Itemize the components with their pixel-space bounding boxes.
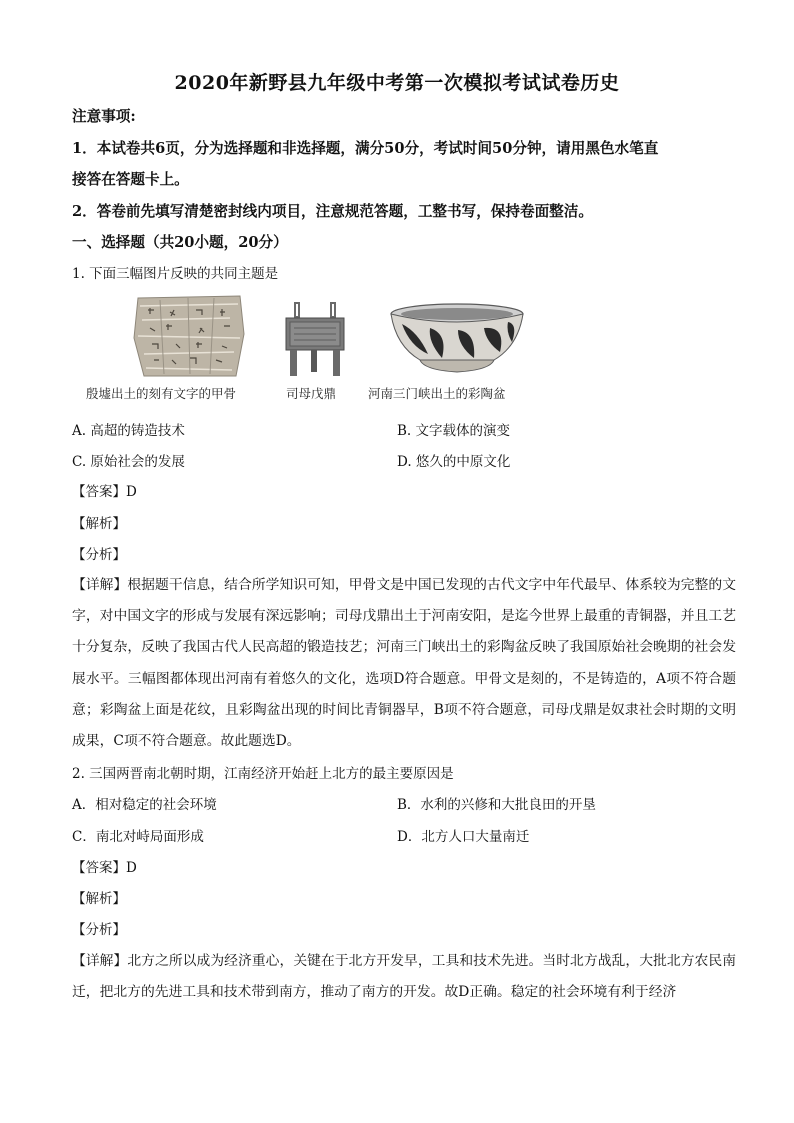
- ding-vessel-image: [280, 300, 350, 378]
- notice-item-1-line-2: 接答在答题卡上。: [72, 171, 189, 188]
- q2-answer: 【答案】D: [72, 860, 137, 876]
- notice-heading: 注意事项:: [72, 108, 136, 125]
- caption-ding: 司母戊鼎: [286, 386, 337, 401]
- q2-option-b: B．水利的兴修和大批良田的开垦: [397, 797, 596, 813]
- question-1-stem: 1. 下面三幅图片反映的共同主题是: [72, 266, 279, 282]
- q2-option-a: A．相对稳定的社会环境: [72, 797, 217, 813]
- q2-detail-paragraph: 【详解】北方之所以成为经济重心，关键在于北方开发早，工具和技术先进。当时北方战乱，大批北方农民南迁，把北方的先进工具和技术带到南方，推动了南方的开发。故D正确。稳定的社会环境有利于经济: [72, 953, 736, 1001]
- q2-option-d: D．北方人口大量南迁: [397, 829, 530, 845]
- oracle-bone-image: [130, 294, 248, 378]
- notice-item-1-line-1: 1．本试卷共6页，分为选择题和非选择题，满分50分，考试时间50分钟，请用黑色水笔直: [72, 140, 659, 157]
- caption-oracle-bone: 殷墟出土的刻有文字的甲骨: [86, 386, 237, 401]
- question-2-stem: 2. 三国两晋南北朝时期，江南经济开始赶上北方的最主要原因是: [72, 766, 454, 782]
- q1-option-d: D. 悠久的中原文化: [397, 454, 511, 470]
- q1-option-c: C. 原始社会的发展: [72, 454, 185, 470]
- q2-analysis-label: 【解析】: [72, 891, 126, 907]
- painted-pottery-basin-image: [388, 302, 526, 376]
- section-heading: 一、选择题（共20小题，20分）: [72, 234, 288, 251]
- caption-pottery-basin: 河南三门峡出土的彩陶盆: [368, 386, 506, 401]
- q1-option-b: B. 文字载体的演变: [397, 423, 511, 439]
- question-1-figures: [72, 294, 552, 404]
- q1-detail-paragraph: 【详解】根据题干信息，结合所学知识可知，甲骨文是中国已发现的古代文字中年代最早、体系较为完整的文字，对中国文字的形成与发展有深远影响；司母戊鼎出土于河南安阳，是迄今世界上最重的青铜器，并且工艺十分复杂，反映了我国古代人民高超的锻造技艺；河南三门峡出土的彩陶盆反映了我国原始社会晚期的社会发展水平。三幅图都体现出河南有着悠久的文化，选项D符合题意。甲骨文是刻的，不是铸造的，A项不符合题意；彩陶盆上面是花纹，且彩陶盆出现的时间比青铜器早，B项不符合题意，司母戊鼎是奴隶社会时期的文明成果，C项不符合题意。故此题选D。: [72, 577, 736, 750]
- notice-item-2: 2．答卷前先填写清楚密封线内项目，注意规范答题，工整书写，保持卷面整洁。: [72, 203, 593, 220]
- q1-option-a: A. 高超的铸造技术: [72, 423, 185, 439]
- q1-analysis-label: 【解析】: [72, 516, 126, 532]
- q1-fenxi-label: 【分析】: [72, 547, 126, 563]
- q2-fenxi-label: 【分析】: [72, 922, 126, 938]
- page-title: 2020年新野县九年级中考第一次模拟考试试卷历史: [174, 72, 620, 94]
- q2-option-c: C．南北对峙局面形成: [72, 829, 204, 845]
- q1-answer: 【答案】D: [72, 484, 137, 500]
